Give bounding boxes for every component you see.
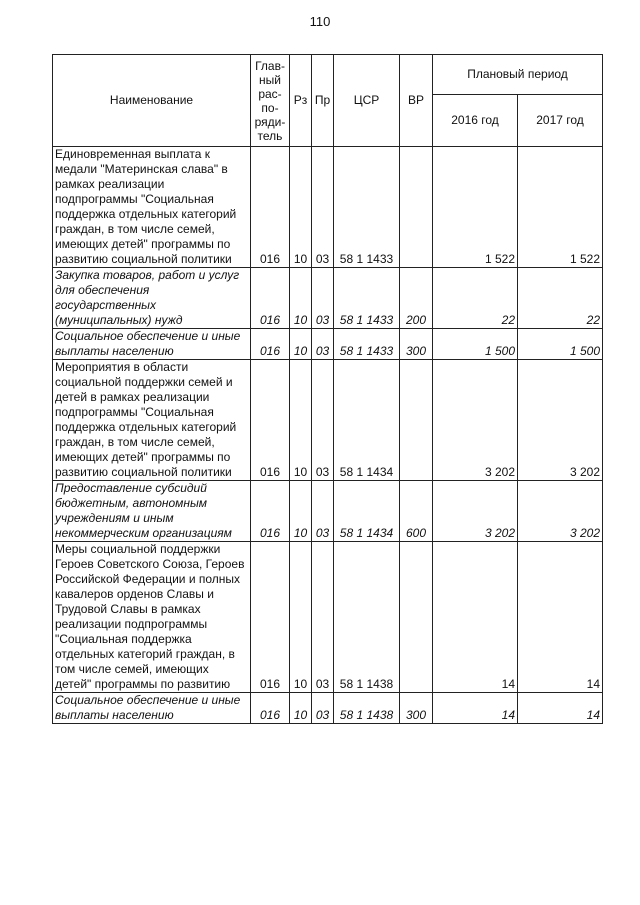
row-name: Меры социальной поддержки Героев Советского Союза, Героев Российской Федерации и полных кавалеров орденов Славы и Трудовой Славы в рамках реализации подпрограммы "Социальная поддержка отдельных категорий граждан, в том числе семей, имеющих детей" программы по развитию (53, 542, 251, 693)
row-value-2016: 1 522 (433, 147, 518, 268)
table-row (53, 481, 603, 542)
row-pr: 03 (312, 329, 334, 360)
header-grbs-line: ный (259, 72, 281, 87)
table-body (53, 147, 603, 724)
header-name: Наименование (53, 55, 251, 147)
row-value-2016: 14 (433, 542, 518, 693)
row-pr: 03 (312, 147, 334, 268)
header-year-2017: 2017 год (518, 95, 603, 147)
row-grbs: 016 (251, 481, 290, 542)
row-vr: 600 (400, 481, 433, 542)
row-value-2016: 3 202 (433, 360, 518, 481)
header-rz: Рз (290, 55, 312, 147)
header-grbs-line: тель (257, 128, 283, 143)
row-rz: 10 (290, 147, 312, 268)
table-row (53, 329, 603, 360)
row-csr: 58 1 1433 (334, 329, 400, 360)
row-value-2017: 1 500 (518, 329, 603, 360)
row-rz: 10 (290, 360, 312, 481)
header-vr: ВР (400, 55, 433, 147)
row-vr (400, 360, 433, 481)
header-grbs-line: ряди- (254, 114, 286, 129)
header-grbs-line: рас- (258, 86, 282, 101)
row-grbs: 016 (251, 360, 290, 481)
row-pr: 03 (312, 268, 334, 329)
row-value-2017: 22 (518, 268, 603, 329)
row-csr: 58 1 1433 (334, 147, 400, 268)
row-name: Единовременная выплата к медали "Материнская слава" в рамках реализации подпрограммы "Социальная поддержка отдельных категорий граждан, в том числе семей, имеющих детей" программы по развитию социальной политики (53, 147, 251, 268)
row-pr: 03 (312, 360, 334, 481)
row-rz: 10 (290, 481, 312, 542)
row-grbs: 016 (251, 329, 290, 360)
row-csr: 58 1 1438 (334, 542, 400, 693)
header-year-2016: 2016 год (433, 95, 518, 147)
page-number: 110 (309, 14, 331, 29)
row-rz: 10 (290, 693, 312, 724)
budget-table (52, 54, 603, 724)
row-rz: 10 (290, 329, 312, 360)
row-csr: 58 1 1434 (334, 360, 400, 481)
row-vr: 300 (400, 329, 433, 360)
table-header (53, 55, 603, 147)
row-value-2017: 14 (518, 693, 603, 724)
table-row (53, 542, 603, 693)
table-row (53, 268, 603, 329)
row-value-2016: 22 (433, 268, 518, 329)
table-row (53, 693, 603, 724)
row-value-2016: 1 500 (433, 329, 518, 360)
table-row (53, 360, 603, 481)
header-grbs-line: Глав- (255, 58, 285, 73)
header-planned-period: Плановый период (433, 55, 603, 95)
row-value-2016: 3 202 (433, 481, 518, 542)
row-csr: 58 1 1438 (334, 693, 400, 724)
row-value-2017: 14 (518, 542, 603, 693)
row-vr (400, 147, 433, 268)
row-name: Закупка товаров, работ и услуг для обеспечения государственных (муниципальных) нужд (53, 268, 251, 329)
table-row (53, 147, 603, 268)
row-csr: 58 1 1434 (334, 481, 400, 542)
row-value-2016: 14 (433, 693, 518, 724)
row-value-2017: 1 522 (518, 147, 603, 268)
row-name: Предоставление субсидий бюджетным, автономным учреждениям и иным некоммерческим организациям (53, 481, 251, 542)
row-vr: 200 (400, 268, 433, 329)
row-name: Социальное обеспечение и иные выплаты населению (53, 329, 251, 360)
row-grbs: 016 (251, 693, 290, 724)
row-pr: 03 (312, 693, 334, 724)
row-vr: 300 (400, 693, 433, 724)
header-grbs-line: по- (261, 100, 279, 115)
header-csr: ЦСР (334, 55, 400, 147)
row-rz: 10 (290, 268, 312, 329)
row-vr (400, 542, 433, 693)
row-grbs: 016 (251, 147, 290, 268)
row-pr: 03 (312, 481, 334, 542)
row-value-2017: 3 202 (518, 481, 603, 542)
row-name: Социальное обеспечение и иные выплаты населению (53, 693, 251, 724)
row-value-2017: 3 202 (518, 360, 603, 481)
header-pr: Пр (312, 55, 334, 147)
row-name: Мероприятия в области социальной поддержки семей и детей в рамках реализации подпрограммы "Социальная поддержка отдельных категорий граждан, в том числе семей, имеющих детей" программы по развитию социальной политики (53, 360, 251, 481)
header-grbs (251, 55, 290, 147)
row-csr: 58 1 1433 (334, 268, 400, 329)
row-pr: 03 (312, 542, 334, 693)
row-grbs: 016 (251, 268, 290, 329)
row-rz: 10 (290, 542, 312, 693)
row-grbs: 016 (251, 542, 290, 693)
